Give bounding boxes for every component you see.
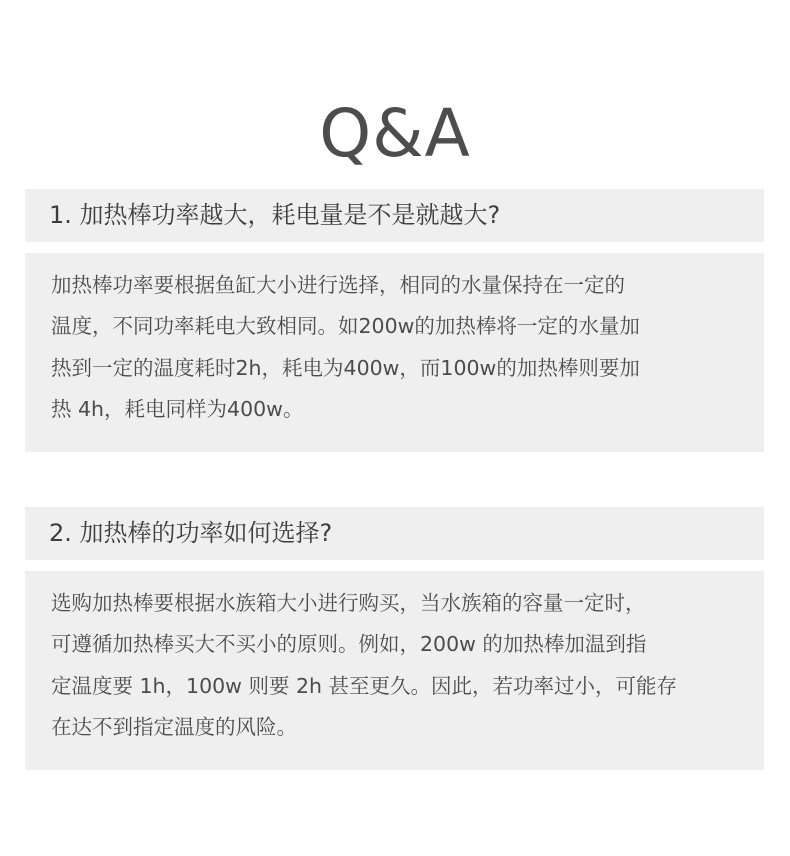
- answer-line: 热到一定的温度耗时2h，耗电为400w，而100w的加热棒则要加: [51, 355, 640, 380]
- answer-line: 定温度要 1h，100w 则要 2h 甚至更久。因此，若功率过小，可能存: [51, 673, 678, 698]
- qa-item: [25, 189, 764, 452]
- answer-line: 加热棒功率要根据鱼缸大小进行选择，相同的水量保持在一定的: [51, 273, 625, 297]
- answer-line: 选购加热棒要根据水族箱大小进行购买，当水族箱的容量一定时，: [51, 591, 646, 615]
- answer-line: 温度，不同功率耗电大致相同。如200w的加热棒将一定的水量加: [51, 314, 640, 339]
- qa-item: [25, 507, 764, 770]
- answer-line: 热 4h，耗电同样为400w。: [51, 396, 304, 421]
- question-heading: 2. 加热棒的功率如何选择?: [25, 507, 764, 560]
- answer-line: 可遵循加热棒买大不买小的原则。例如，200w 的加热棒加温到指: [51, 632, 647, 657]
- answer-line: 在达不到指定温度的风险。: [51, 714, 297, 739]
- page-title: Q&A: [319, 95, 471, 173]
- answer-text: [25, 571, 764, 770]
- answer-text: [25, 253, 764, 452]
- question-heading: 1. 加热棒功率越大，耗电量是不是就越大?: [25, 189, 764, 242]
